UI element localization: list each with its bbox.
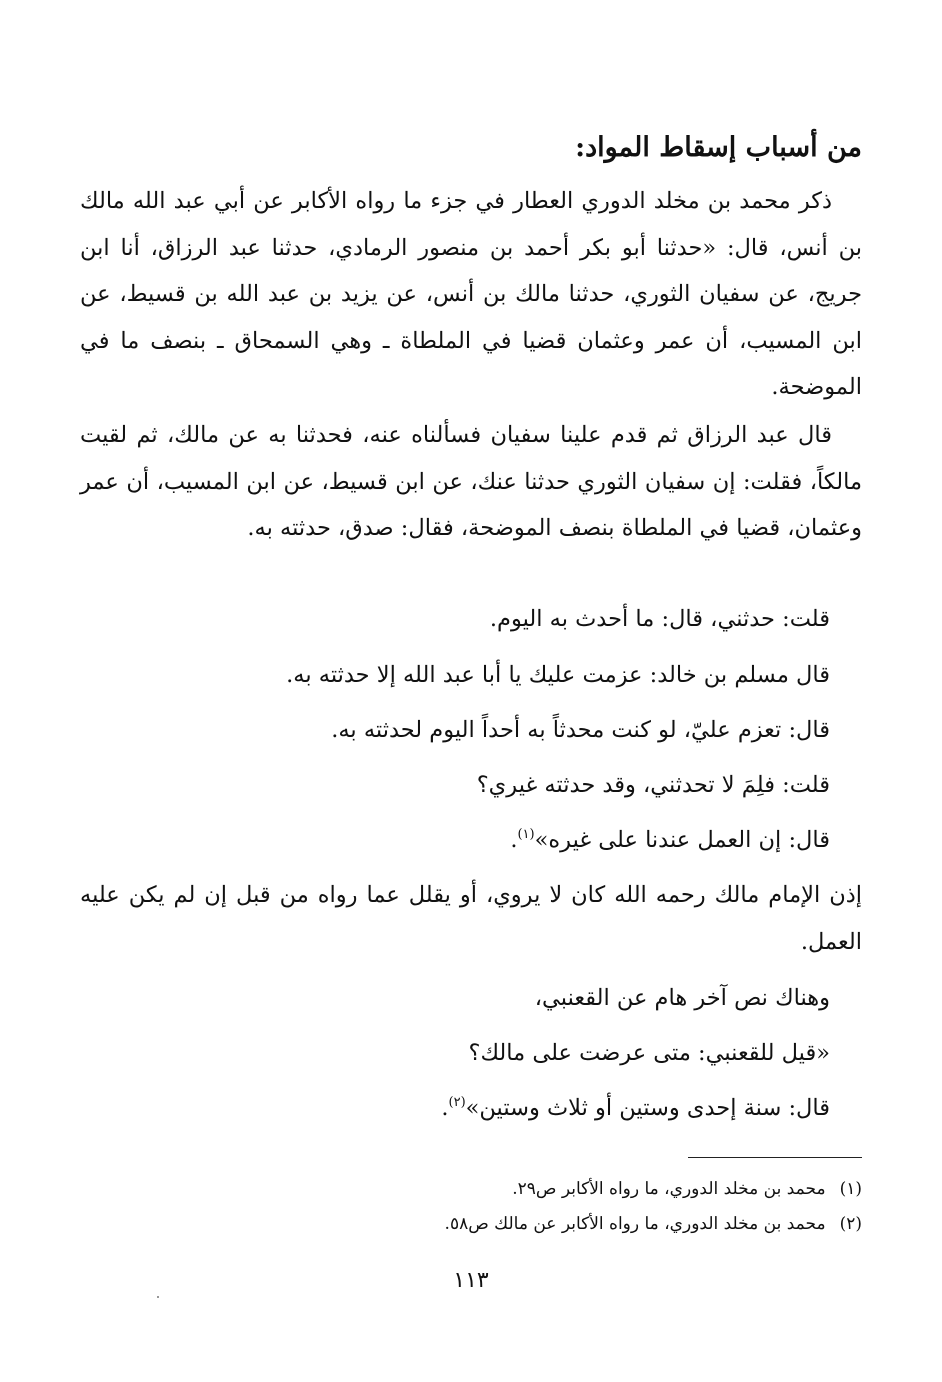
second-text-line-3-text: قال: سنة إحدى وستين أو ثلاث وستين» bbox=[465, 1095, 830, 1121]
paragraph-1-block bbox=[80, 178, 862, 411]
footnote-1-text: محمد بن مخلد الدوري، ما رواه الأكابر ص٢٩. bbox=[512, 1179, 826, 1199]
second-text-line-2: «قيل للقعنبي: متى عرضت على مالك؟ bbox=[468, 1040, 830, 1066]
footnote-separator bbox=[688, 1157, 862, 1158]
footnote-1 bbox=[80, 1174, 862, 1204]
scan-speck bbox=[157, 1296, 159, 1298]
footnote-ref-2[interactable]: (٢) bbox=[448, 1095, 466, 1110]
page-number: ١١٣ bbox=[453, 1268, 489, 1293]
dialogue-line-1: قلت: حدثني، قال: ما أحدث به اليوم. bbox=[489, 606, 830, 632]
second-text-line-3 bbox=[90, 1085, 830, 1131]
dialogue-line-3: قال: تعزم عليّ، لو كنت محدثاً به أحداً اليوم لحدثته به. bbox=[331, 717, 830, 743]
paragraph-2-block bbox=[80, 412, 862, 552]
footnote-2-number: (٢) bbox=[839, 1214, 862, 1234]
footnote-2 bbox=[80, 1209, 862, 1239]
conclusion-block bbox=[80, 872, 862, 965]
footnote-1-number: (١) bbox=[839, 1179, 862, 1199]
section-heading: من أسباب إسقاط المواد: bbox=[575, 132, 862, 163]
footnote-2-text: محمد بن مخلد الدوري، ما رواه الأكابر عن مالك ص٥٨. bbox=[444, 1214, 826, 1234]
dialogue-line-5-text: قال: إن العمل عندنا على غيره» bbox=[534, 827, 830, 853]
second-text-line-3-end: . bbox=[441, 1095, 449, 1121]
footnote-ref-1[interactable]: (١) bbox=[517, 827, 535, 842]
conclusion-paragraph: إذن الإمام مالك رحمه الله كان لا يروي، أو يقلل عما رواه من قبل إن لم يكن عليه العمل. bbox=[80, 882, 862, 955]
dialogue-line-4: قلت: فلِمَ لا تحدثني، وقد حدثته غيري؟ bbox=[476, 772, 830, 798]
paragraph-1: ذكر محمد بن مخلد الدوري العطار في جزء ما رواه الأكابر عن أبي عبد الله مالك بن أنس، قال: «حدثنا أبو بكر أحمد بن منصور الرمادي، حدثنا عبد الرزاق، أنا ابن جريج، عن سفيان الثوري، حدثنا مالك بن أنس، عن يزيد بن عبد الله بن قسيط، عن ابن المسيب، أن عمر وعثمان قضيا في الملطاة ـ وهي السمحاق ـ بنصف ما في الموضحة. bbox=[80, 188, 862, 400]
dialogue-line-5 bbox=[90, 817, 830, 863]
second-text-line-1: وهناك نص آخر هام عن القعنبي، bbox=[534, 985, 830, 1011]
dialogue-line-5-end: . bbox=[510, 827, 518, 853]
dialogue-line-2: قال مسلم بن خالد: عزمت عليك يا أبا عبد الله إلا حدثته به. bbox=[286, 662, 830, 688]
paragraph-2: قال عبد الرزاق ثم قدم علينا سفيان فسألناه عنه، فحدثنا به عن مالك، ثم لقيت مالكاً، فقلت: إن سفيان الثوري حدثنا عنك، عن ابن قسيط، عن ابن المسيب، أن عمر وعثمان، قضيا في الملطاة بنصف الموضحة، فقال: صدق، حدثته به. bbox=[80, 422, 862, 541]
